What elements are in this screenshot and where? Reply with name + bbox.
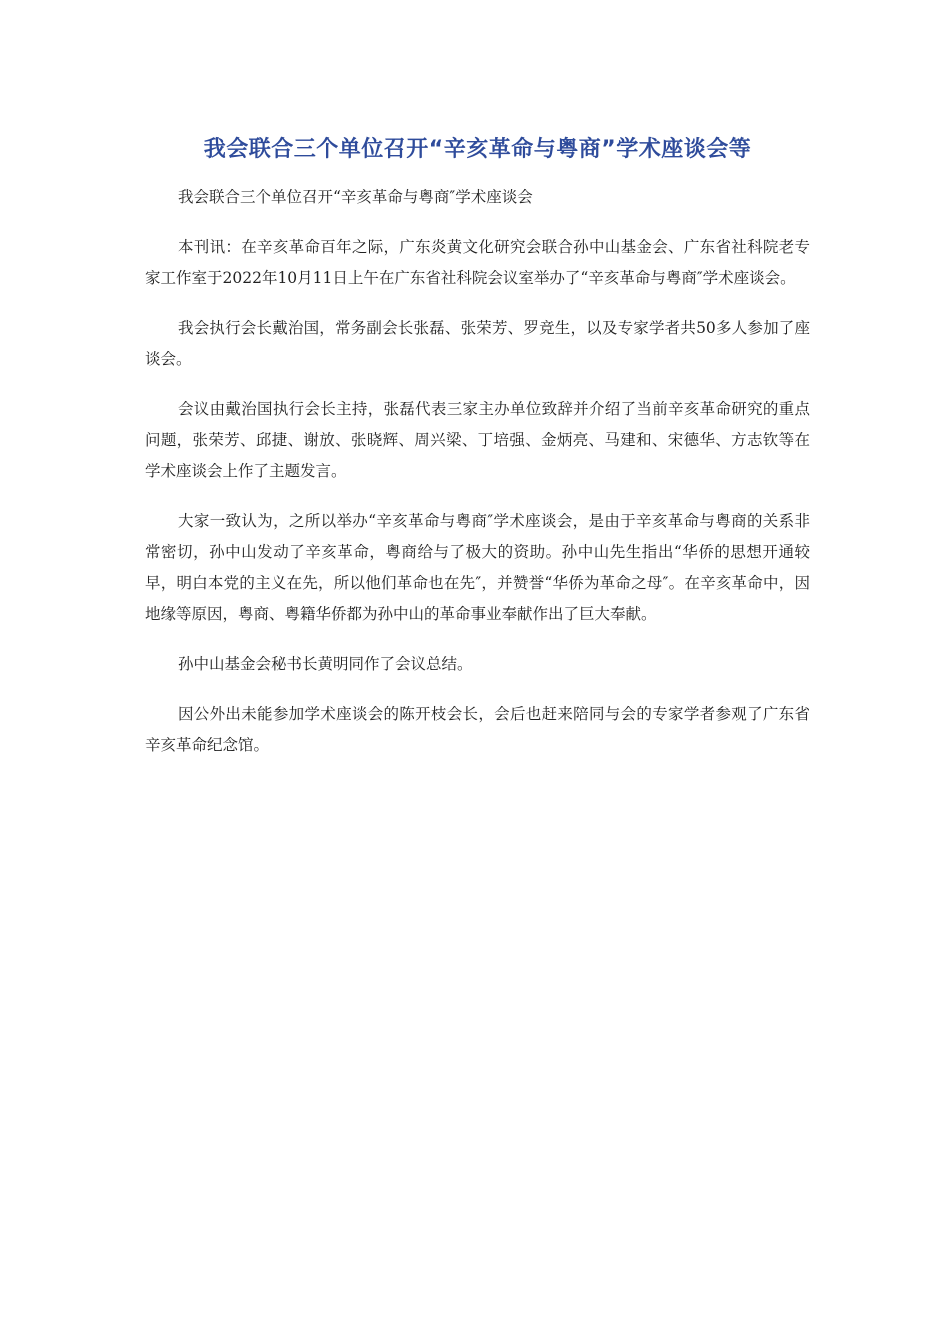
paragraph-summary: 孙中山基金会秘书长黄明同作了会议总结。 bbox=[178, 655, 473, 673]
paragraph-consensus: 大家一致认为，之所以举办“辛亥革命与粤商″学术座谈会，是由于辛亥革命与粤商的关系非常密切，孙中山发动了辛亥革命，粤商给与了极大的资助。孙中山先生指出“华侨的思想开通较早，明白本党的主义在先，所以他们革命也在先″，并赞誉“华侨为革命之母″。在辛亥革命中，因地缘等原因，粤商、粤籍华侨都为孙中山的革命事业奉献作出了巨大奉献。 bbox=[145, 512, 810, 623]
paragraph-subtitle: 我会联合三个单位召开“辛亥革命与粤商″学术座谈会 bbox=[178, 188, 533, 206]
paragraph-attendees: 我会执行会长戴治国，常务副会长张磊、张荣芳、罗竞生，以及专家学者共50多人参加了座谈会。 bbox=[145, 319, 810, 368]
paragraph-intro: 本刊讯：在辛亥革命百年之际，广东炎黄文化研究会联合孙中山基金会、广东省社科院老专家工作室于2022年10月11日上午在广东省社科院会议室举办了“辛亥革命与粤商″学术座谈会。 bbox=[145, 238, 810, 287]
document-title: 我会联合三个单位召开“辛亥革命与粤商”学术座谈会等 bbox=[203, 137, 752, 162]
paragraph-speakers: 会议由戴治国执行会长主持，张磊代表三家主办单位致辞并介绍了当前辛亥革命研究的重点问题，张荣芳、邱捷、谢放、张晓辉、周兴梁、丁培强、金炳亮、马建和、宋德华、方志钦等在学术座谈会上作了主题发言。 bbox=[145, 400, 810, 480]
paragraph-visit: 因公外出未能参加学术座谈会的陈开枝会长，会后也赶来陪同与会的专家学者参观了广东省辛亥革命纪念馆。 bbox=[145, 705, 810, 754]
document-page bbox=[145, 132, 810, 780]
